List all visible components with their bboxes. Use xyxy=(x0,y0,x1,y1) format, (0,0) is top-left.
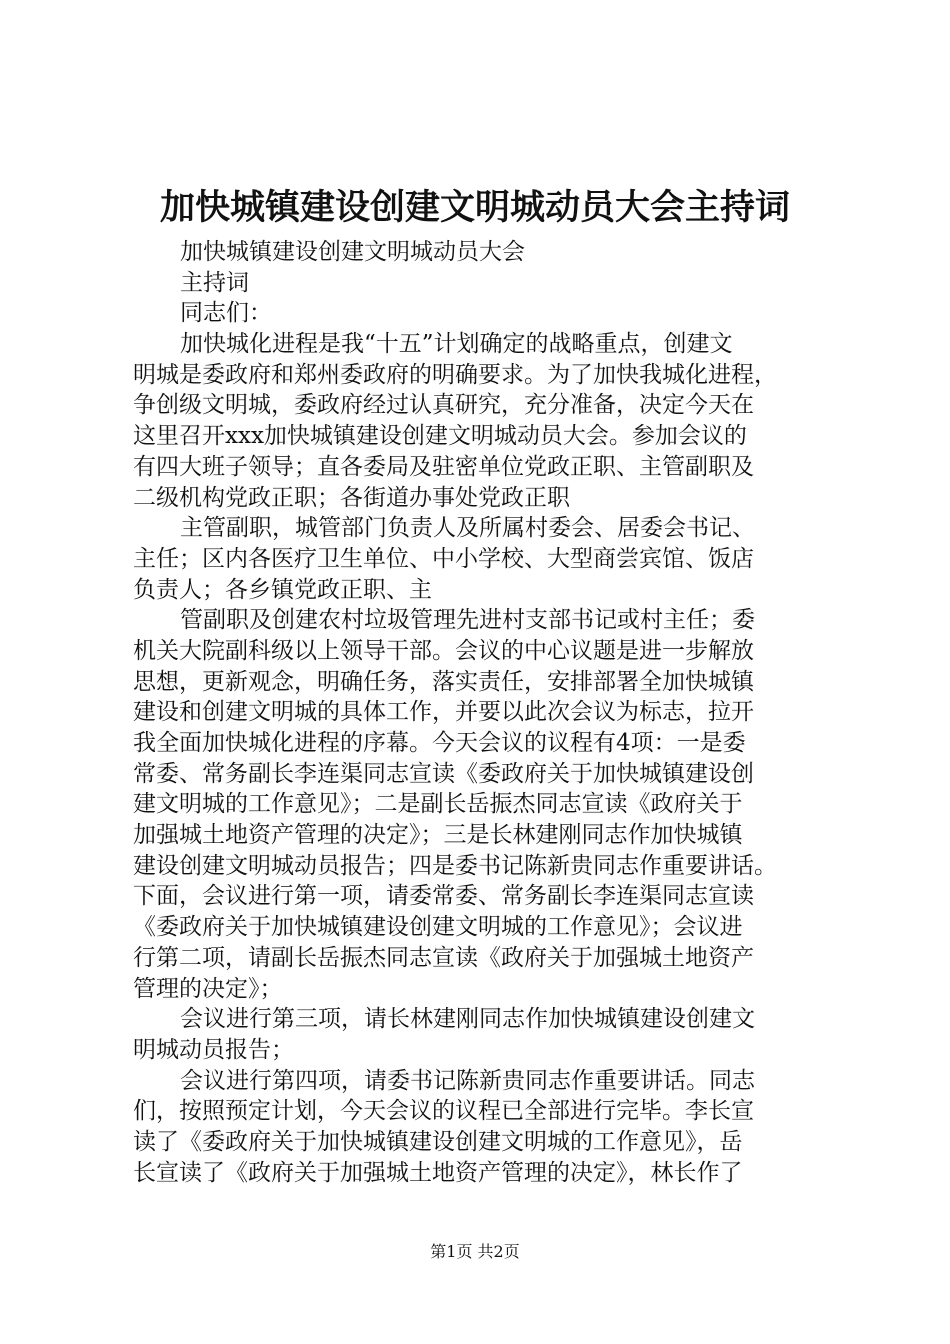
text-line: 我全面加快城化进程的序幕。今天会议的议程有4项：一是委 xyxy=(133,730,746,756)
text-line: 管理的决定》； xyxy=(133,975,283,1002)
text-line: 们，按照预定计划，今天会议的议程已全部进行完毕。李长宣 xyxy=(133,1098,754,1125)
document-title: 加快城镇建设创建文明城动员大会主持词 xyxy=(159,187,790,228)
text-line: 下面，会议进行第一项，请委常委、常务副长李连渠同志宣读 xyxy=(133,883,754,910)
text-line: 会议进行第四项，请委书记陈新贵同志作重要讲话。同志 xyxy=(180,1067,755,1094)
text-line: 明城是委政府和郑州委政府的明确要求。为了加快我城化进程， xyxy=(133,361,777,388)
text-line: 明城动员报告； xyxy=(133,1036,294,1063)
page-number-footer: 第1页 共2页 xyxy=(430,1242,520,1261)
text-line: 加强城土地资产管理的决定》；三是长林建刚同志作加快城镇 xyxy=(133,822,743,849)
text-line: 负责人；各乡镇党政正职、主 xyxy=(133,576,432,603)
text-line: 建文明城的工作意见》；二是副长岳振杰同志宣读《政府关于 xyxy=(133,791,743,818)
text-line: 同志们： xyxy=(180,300,272,327)
text-line: 常委、常务副长李连渠同志宣读《委政府关于加快城镇建设创 xyxy=(133,760,754,787)
text-line: 建设和创建文明城的具体工作，并要以此次会议为标志，拉开 xyxy=(133,699,754,726)
text-line: 机关大院副科级以上领导干部。会议的中心议题是进一步解放 xyxy=(133,637,754,664)
text-line: 有四大班子领导；直各委局及驻密单位党政正职、主管副职及 xyxy=(133,453,754,480)
text-line: 主管副职，城管部门负责人及所属村委会、居委会书记、 xyxy=(180,515,755,542)
text-line: 管副职及创建农村垃圾管理先进村支部书记或村主任；委 xyxy=(180,607,755,634)
text-line: 读了《委政府关于加快城镇建设创建文明城的工作意见》，岳 xyxy=(133,1128,743,1155)
text-line: 《委政府关于加快城镇建设创建文明城的工作意见》；会议进 xyxy=(133,914,743,941)
text-line: 长宣读了《政府关于加强城土地资产管理的决定》，林长作了 xyxy=(133,1159,743,1186)
text-line: 争创级文明城，委政府经过认真研究，充分准备，决定今天在 xyxy=(133,392,754,419)
text-line: 思想，更新观念，明确任务，落实责任，安排部署全加快城镇 xyxy=(133,668,754,695)
text-line: 会议进行第三项，请长林建刚同志作加快城镇建设创建文 xyxy=(180,1006,755,1033)
text-line: 主持词 xyxy=(180,269,249,296)
text-line: 这里召开xxx加快城镇建设创建文明城动员大会。参加会议的 xyxy=(133,423,747,450)
text-line: 二级机构党政正职；各街道办事处党政正职 xyxy=(133,484,570,511)
text-line: 加快城化进程是我“十五”计划确定的战略重点，创建文 xyxy=(180,331,733,358)
document-body xyxy=(133,237,823,1188)
text-line: 主任；区内各医疗卫生单位、中小学校、大型商尝宾馆、饭店 xyxy=(133,545,754,572)
text-line: 建设创建文明城动员报告；四是委书记陈新贵同志作重要讲话。 xyxy=(133,852,777,879)
text-line: 行第二项，请副长岳振杰同志宣读《政府关于加强城土地资产 xyxy=(133,944,754,971)
text-line: 加快城镇建设创建文明城动员大会 xyxy=(180,239,525,265)
